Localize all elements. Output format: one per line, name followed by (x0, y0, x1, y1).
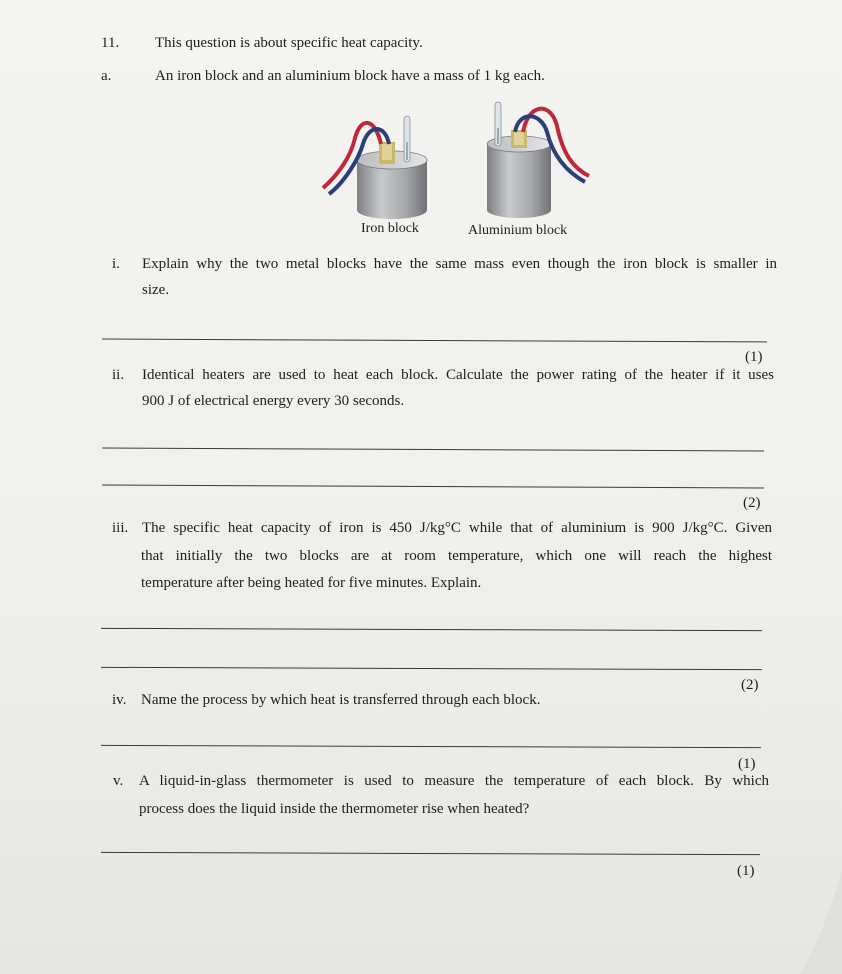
subquestion-iii-line2: that initially the two blocks are at room temperature, which one will reach the highest (141, 548, 772, 564)
part-a-text: An iron block and an aluminium block have a mass of 1 kg each. (155, 68, 545, 84)
subquestion-iii-line1: The specific heat capacity of iron is 450 J/kg°C while that of aluminium is 900 J/kg°C. Given (142, 520, 772, 536)
answer-line-ii-2[interactable] (102, 485, 764, 489)
subquestion-ii-line1: Identical heaters are used to heat each block. Calculate the power rating of the heater if it uses (142, 367, 774, 383)
subquestion-ii-line2: 900 J of electrical energy every 30 seconds. (142, 393, 405, 409)
answer-line-ii-1[interactable] (102, 448, 764, 452)
iron-block-label: Iron block (361, 221, 419, 236)
subquestion-iii-label: iii. (112, 520, 129, 536)
heater-blocks-figure (315, 98, 595, 222)
answer-line-iii-2[interactable] (101, 667, 762, 670)
question-number: 11. (101, 35, 120, 51)
subquestion-iv-line1: Name the process by which heat is transferred through each block. (141, 692, 541, 708)
page-curl-shadow (760, 870, 842, 974)
answer-line-v[interactable] (101, 852, 760, 855)
answer-line-iv[interactable] (101, 745, 761, 748)
subquestion-v-line2: process does the liquid inside the thermometer rise when heated? (139, 801, 530, 817)
subquestion-v-line1: A liquid-in-glass thermometer is used to measure the temperature of each block. By which (139, 773, 769, 789)
aluminium-block-label: Aluminium block (468, 223, 568, 238)
subquestion-v-label: v. (113, 773, 124, 789)
marks-i: (1) (745, 349, 763, 365)
marks-iv: (1) (738, 756, 756, 772)
subquestion-i-line2: size. (142, 282, 170, 298)
marks-ii: (2) (743, 495, 761, 511)
subquestion-i-line1: Explain why the two metal blocks have the same mass even though the iron block is smaller in (142, 256, 777, 272)
marks-iii: (2) (741, 677, 759, 693)
answer-line-i[interactable] (102, 339, 767, 343)
aluminium-block-drawing (487, 102, 589, 218)
answer-line-iii-1[interactable] (101, 628, 762, 631)
subquestion-ii-label: ii. (112, 367, 125, 383)
question-intro: This question is about specific heat capacity. (155, 35, 423, 51)
subquestion-i-label: i. (112, 256, 120, 272)
subquestion-iv-label: iv. (112, 692, 127, 708)
iron-block-drawing (323, 116, 427, 219)
subquestion-iii-line3: temperature after being heated for five minutes. Explain. (141, 575, 482, 591)
marks-v: (1) (737, 863, 755, 879)
part-a-label: a. (101, 68, 112, 84)
